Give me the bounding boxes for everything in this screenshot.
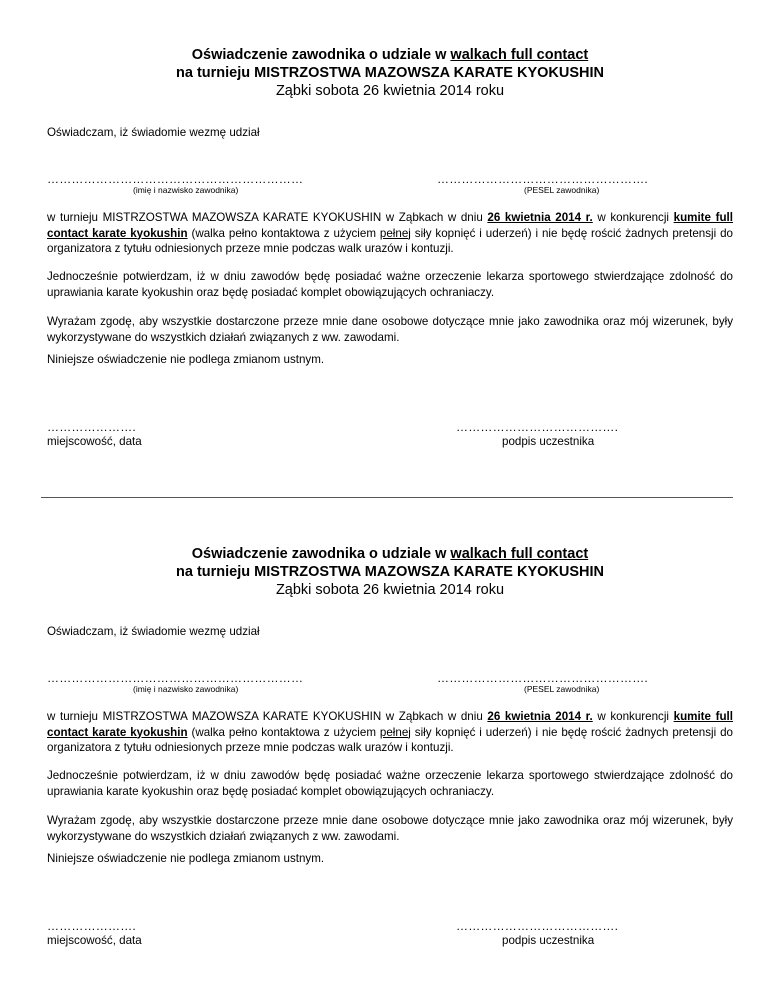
signature-label: podpis uczestnika — [502, 934, 595, 947]
pesel-caption: (PESEL zawodnika) — [524, 185, 600, 195]
title-underlined: walkach full contact — [450, 47, 589, 63]
pesel-caption: (PESEL zawodnika) — [524, 684, 600, 694]
place-date-field[interactable]: …………………. — [47, 420, 136, 434]
title-line-3: Ząbki sobota 26 kwietnia 2014 roku — [275, 83, 505, 99]
title-line-1: Oświadczenie zawodnika o udziale w walkach full contact — [191, 47, 589, 63]
title-underlined: walkach full contact — [450, 546, 589, 562]
title-line-2: na turnieju MISTRZOSTWA MAZOWSZA KARATE KYOKUSHIN — [176, 65, 604, 81]
form-title — [47, 46, 733, 100]
paragraph-medical: Jednocześnie potwierdzam, iż w dniu zawodów będę posiadać ważne orzeczenie lekarza sportowego stwierdzające zdolność do uprawiania karate kyokushin oraz będę posiadać komplet obowiązujących ochraniaczy. — [47, 769, 733, 798]
declare-text: Oświadczam, iż świadomie wezmę udział — [47, 625, 260, 638]
signature-field[interactable]: …………………………………. — [456, 919, 619, 933]
place-date-label: miejscowość, data — [47, 435, 142, 448]
signature-label: podpis uczestnika — [502, 435, 595, 448]
name-field[interactable]: ……………………………………………………… — [47, 671, 304, 685]
title-line-2: na turnieju MISTRZOSTWA MAZOWSZA KARATE KYOKUSHIN — [176, 564, 604, 580]
title-line-1: Oświadczenie zawodnika o udziale w walkach full contact — [191, 546, 589, 562]
signature-field[interactable]: …………………………………. — [456, 420, 619, 434]
declare-text: Oświadczam, iż świadomie wezmę udział — [47, 126, 260, 139]
declaration-form-2 — [47, 545, 733, 947]
declaration-form-1 — [47, 46, 733, 448]
paragraph-consent: Wyrażam zgodę, aby wszystkie dostarczone przeze mnie dane osobowe dotyczące mnie jako zawodnika oraz mój wizerunek, były wykorzystywane do wszystkich działań związanych z ww. zawodami. — [47, 814, 733, 843]
paragraph-no-oral-changes: Niniejsze oświadczenie nie podlega zmianom ustnym. — [47, 852, 325, 865]
pesel-field[interactable]: ……………………………………………. — [437, 671, 648, 685]
paragraph-participation: w turnieju MISTRZOSTWA MAZOWSZA KARATE KYOKUSHIN w Ząbkach w dniu 26 kwietnia 2014 r. w konkurencji kumite full contact karate kyokushin (walka pełno kontaktowa z użyciem pełnej siły kopnięć i uderzeń) i nie będę rościć żadnych pretensji do organizatora z tytułu odniesionych przeze mnie podczas walk urazów i kontuzji. — [47, 710, 733, 754]
paragraph-no-oral-changes: Niniejsze oświadczenie nie podlega zmianom ustnym. — [47, 353, 325, 366]
pesel-field[interactable]: ……………………………………………. — [437, 172, 648, 186]
cut-line-divider — [41, 497, 733, 498]
name-field[interactable]: ……………………………………………………… — [47, 172, 304, 186]
name-caption: (imię i nazwisko zawodnika) — [133, 185, 239, 195]
place-date-field[interactable]: …………………. — [47, 919, 136, 933]
place-date-label: miejscowość, data — [47, 934, 142, 947]
name-caption: (imię i nazwisko zawodnika) — [133, 684, 239, 694]
paragraph-consent: Wyrażam zgodę, aby wszystkie dostarczone przeze mnie dane osobowe dotyczące mnie jako zawodnika oraz mój wizerunek, były wykorzystywane do wszystkich działań związanych z ww. zawodami. — [47, 315, 733, 344]
paragraph-participation: w turnieju MISTRZOSTWA MAZOWSZA KARATE KYOKUSHIN w Ząbkach w dniu 26 kwietnia 2014 r. w konkurencji kumite full contact karate kyokushin (walka pełno kontaktowa z użyciem pełnej siły kopnięć i uderzeń) i nie będę rościć żadnych pretensji do organizatora z tytułu odniesionych przeze mnie podczas walk urazów i kontuzji. — [47, 211, 733, 255]
title-line-3: Ząbki sobota 26 kwietnia 2014 roku — [275, 582, 505, 598]
paragraph-medical: Jednocześnie potwierdzam, iż w dniu zawodów będę posiadać ważne orzeczenie lekarza sportowego stwierdzające zdolność do uprawiania karate kyokushin oraz będę posiadać komplet obowiązujących ochraniaczy. — [47, 270, 733, 299]
form-title — [47, 545, 733, 599]
